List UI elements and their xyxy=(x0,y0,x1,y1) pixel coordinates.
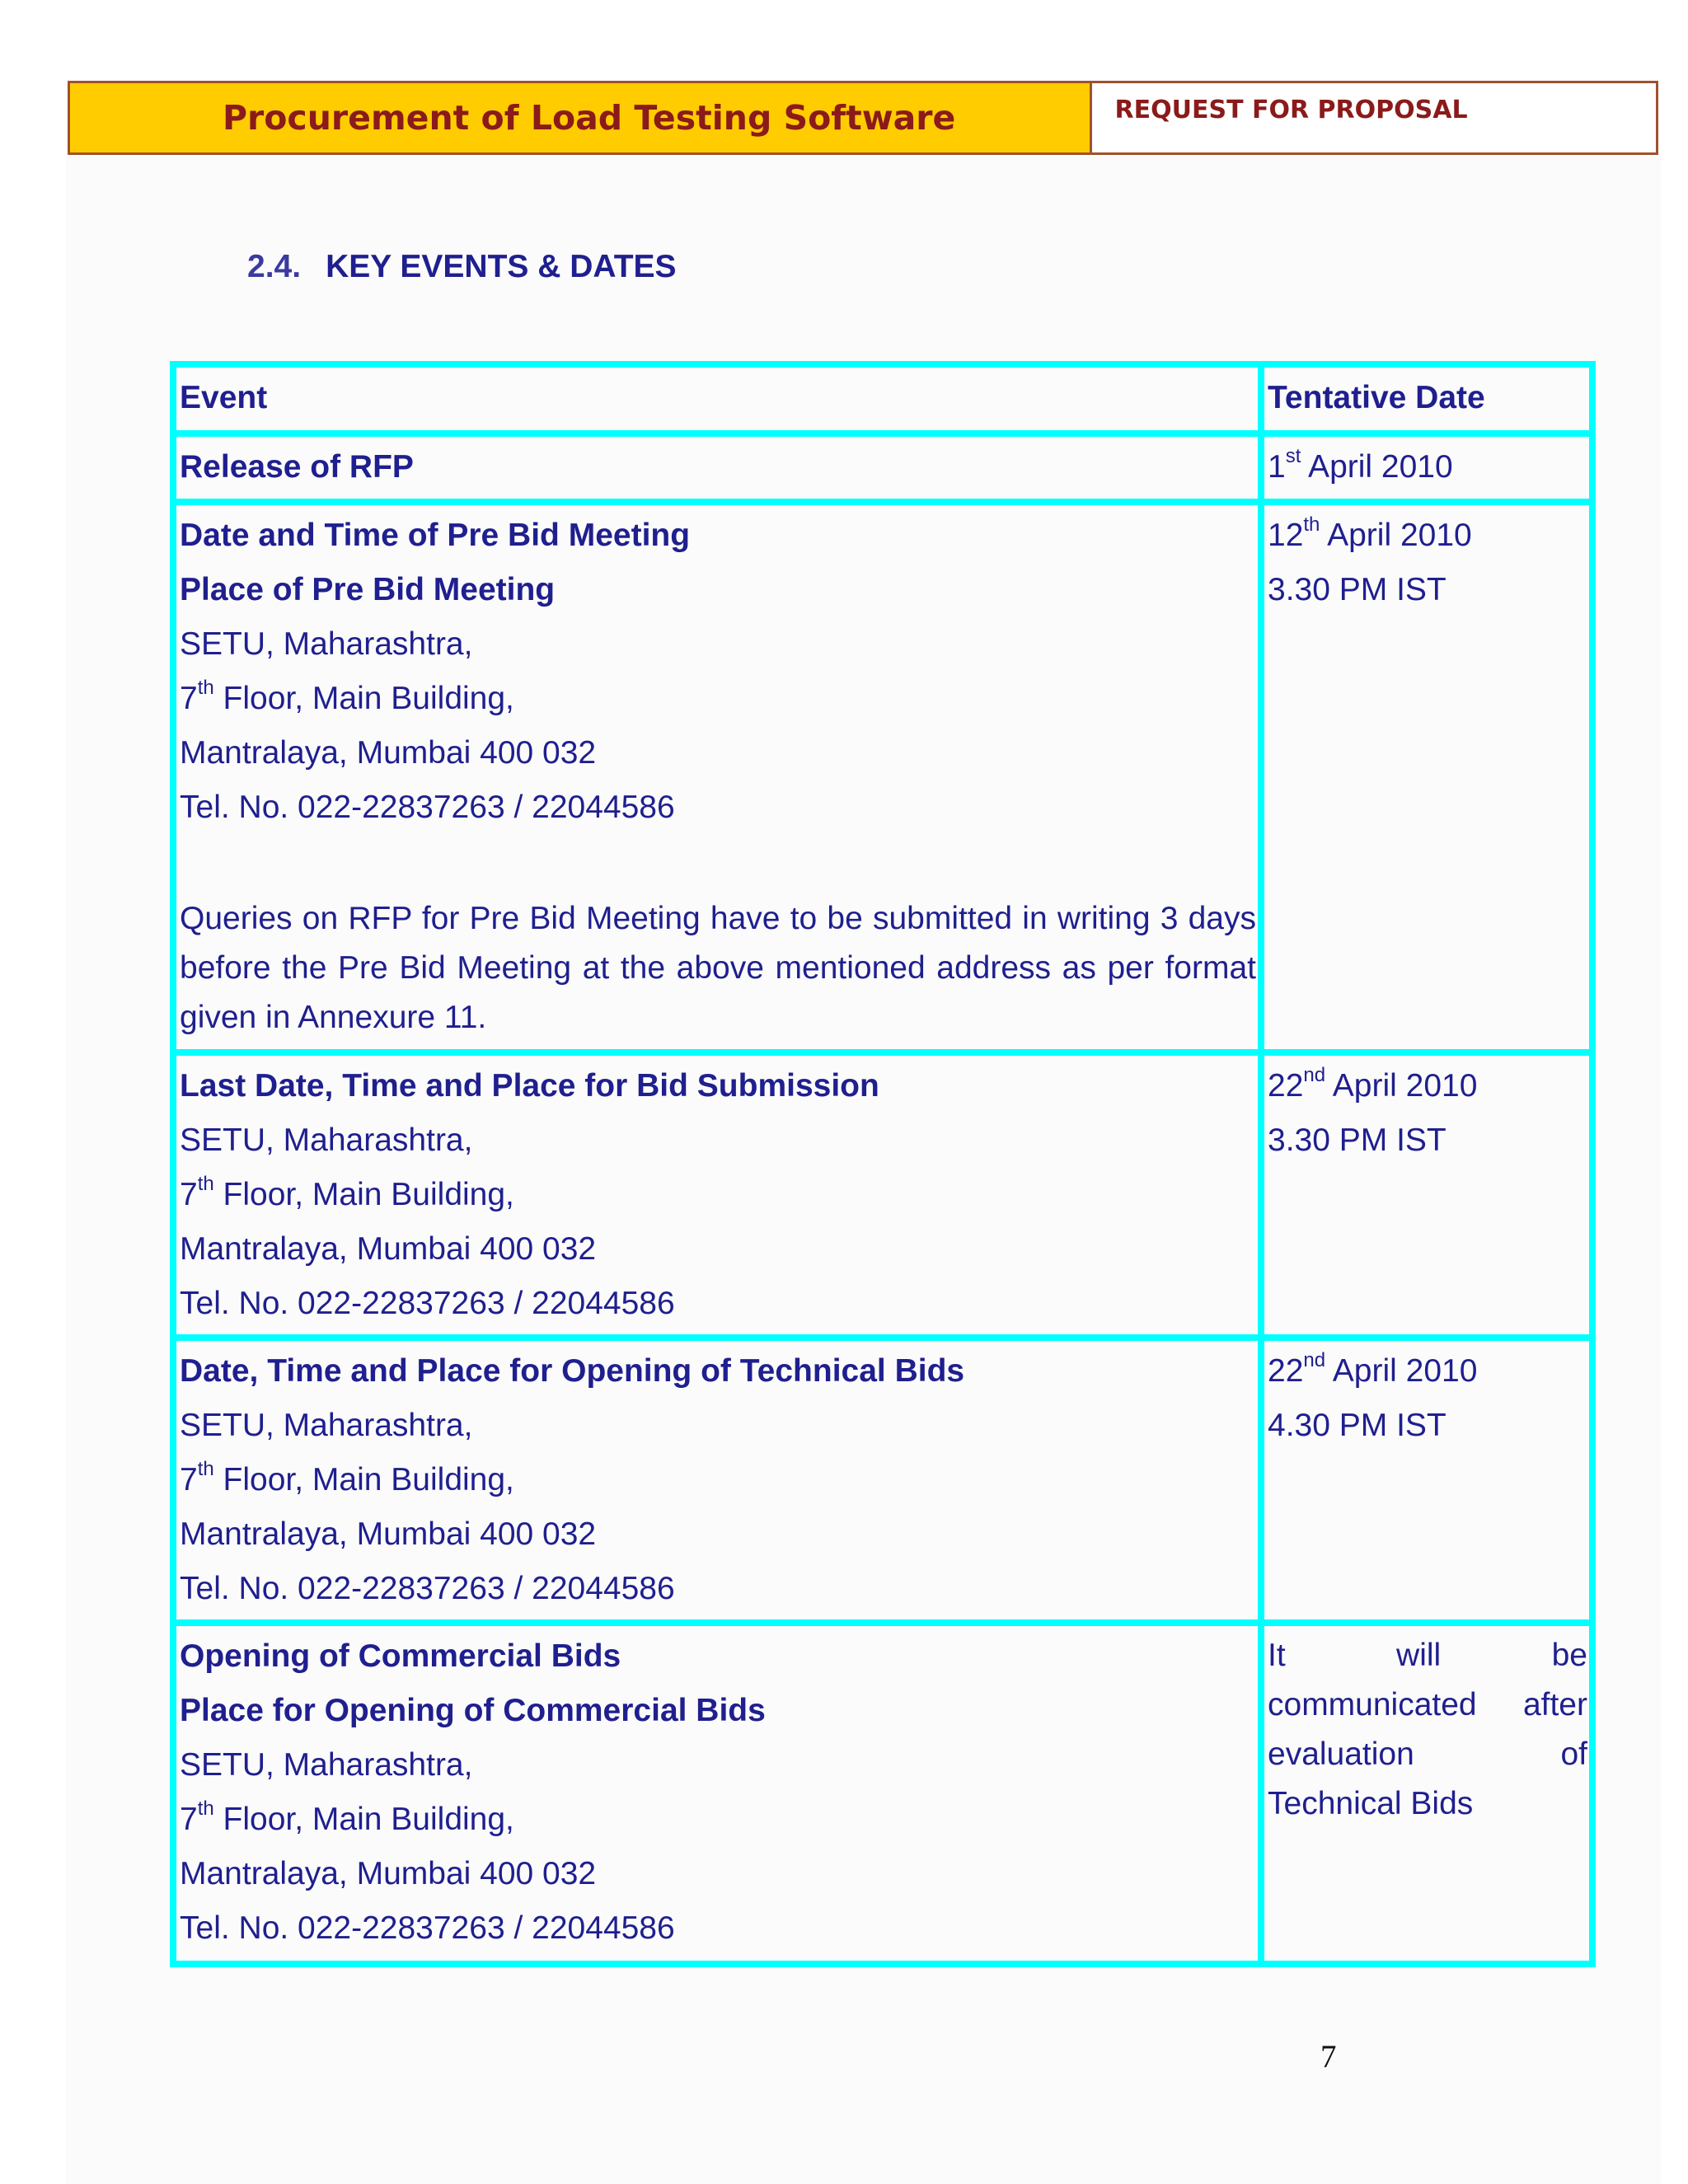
address-line: 7th Floor, Main Building, xyxy=(180,1458,514,1497)
date-cell xyxy=(1261,1623,1592,1964)
document-type-label: REQUEST FOR PROPOSAL xyxy=(1092,81,1658,155)
address-line: SETU, Maharashtra, xyxy=(180,1408,473,1443)
address-line: Mantralaya, Mumbai 400 032 xyxy=(180,1516,597,1552)
event-title: Last Date, Time and Place for Bid Submission xyxy=(180,1068,879,1104)
section-number: 2.4. xyxy=(247,249,302,284)
phone-line: Tel. No. 022-22837263 / 22044586 xyxy=(180,1910,675,1946)
event-time: 3.30 PM IST xyxy=(1268,572,1447,607)
document-title: Procurement of Load Testing Software xyxy=(68,81,1092,155)
event-date-note: It will be communicated after evaluation of Technical Bids xyxy=(1268,1638,1587,1821)
address-line: SETU, Maharashtra, xyxy=(180,1122,473,1158)
table-header-row xyxy=(173,364,1592,434)
section-heading xyxy=(247,249,677,285)
phone-line: Tel. No. 022-22837263 / 22044586 xyxy=(180,790,675,825)
phone-line: Tel. No. 022-22837263 / 22044586 xyxy=(180,1286,675,1321)
event-time: 4.30 PM IST xyxy=(1268,1408,1447,1443)
event-subtitle: Place of Pre Bid Meeting xyxy=(180,572,556,607)
table-row xyxy=(173,434,1592,502)
address-line: SETU, Maharashtra, xyxy=(180,1747,473,1783)
event-cell xyxy=(173,434,1261,502)
address-line: Mantralaya, Mumbai 400 032 xyxy=(180,1231,597,1267)
event-date: 22nd April 2010 xyxy=(1268,1064,1478,1104)
address-line: Mantralaya, Mumbai 400 032 xyxy=(180,1856,597,1891)
event-title: Release of RFP xyxy=(180,449,414,485)
address-line: SETU, Maharashtra, xyxy=(180,626,473,662)
event-cell xyxy=(173,502,1261,1052)
address-line: 7th Floor, Main Building, xyxy=(180,1173,514,1212)
date-cell xyxy=(1261,1052,1592,1338)
address-line: 7th Floor, Main Building, xyxy=(180,677,514,716)
event-title: Date and Time of Pre Bid Meeting xyxy=(180,518,691,553)
address-line: 7th Floor, Main Building, xyxy=(180,1797,514,1837)
phone-line: Tel. No. 022-22837263 / 22044586 xyxy=(180,1571,675,1606)
date-cell xyxy=(1261,502,1592,1052)
event-title: Opening of Commercial Bids xyxy=(180,1638,621,1674)
address-line: Mantralaya, Mumbai 400 032 xyxy=(180,735,597,771)
event-cell xyxy=(173,1338,1261,1623)
event-cell xyxy=(173,1623,1261,1964)
page-number: 7 xyxy=(1320,2039,1337,2074)
column-header-date: Tentative Date xyxy=(1261,364,1592,434)
event-cell xyxy=(173,1052,1261,1338)
event-date: 12th April 2010 xyxy=(1268,513,1472,553)
event-subtitle: Place for Opening of Commercial Bids xyxy=(180,1693,766,1728)
event-date: 1st April 2010 xyxy=(1268,445,1453,485)
key-events-table xyxy=(170,361,1596,1967)
section-title: KEY EVENTS & DATES xyxy=(326,249,677,284)
queries-note: Queries on RFP for Pre Bid Meeting have to be submitted in writing 3 days before the Pre Bid Meeting at the above mentioned address as per format given in Annexure 11. xyxy=(180,901,1256,1035)
table-row xyxy=(173,502,1592,1052)
column-header-event: Event xyxy=(173,364,1261,434)
event-title: Date, Time and Place for Opening of Technical Bids xyxy=(180,1353,965,1389)
table-row xyxy=(173,1052,1592,1338)
date-cell xyxy=(1261,434,1592,502)
event-date: 22nd April 2010 xyxy=(1268,1349,1478,1389)
table-row xyxy=(173,1623,1592,1964)
document-header xyxy=(68,81,1658,155)
event-time: 3.30 PM IST xyxy=(1268,1122,1447,1158)
table-row xyxy=(173,1338,1592,1623)
date-cell xyxy=(1261,1338,1592,1623)
